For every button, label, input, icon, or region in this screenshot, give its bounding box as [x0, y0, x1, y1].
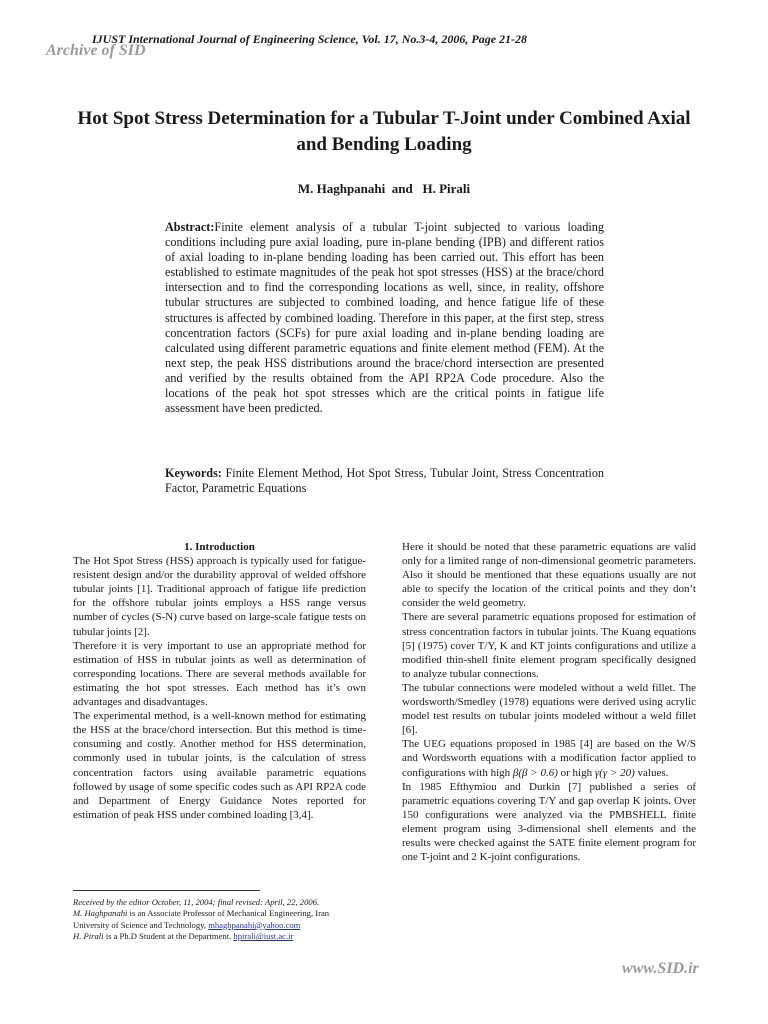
- abstract-label: Abstract:: [165, 220, 215, 234]
- paragraph: Therefore it is very important to use an appropriate method for estimation of HSS in tubular joints as well as determination of corresponding locations. There are several methods available for estimating the hot spot stresses. Each method has it’s own advantages and disadvantages.: [73, 639, 366, 709]
- right-column: [402, 540, 696, 864]
- author-affiliation: is an Associate Professor of Mechanical Engineering, Iran University of Science and Technology,: [73, 908, 330, 930]
- received-note: Received by the editor October, 11, 2004; final revised: April, 22, 2006.: [73, 897, 320, 907]
- paragraph: The Hot Spot Stress (HSS) approach is typically used for fatigue-resistent design and/or the durability approval of welded offshore tubular joints [1]. Traditional approach of fatigue life prediction for the offshore tubular joints employs a HSS range versus number of cycles (S-N) curve based on large-scale fatigue tests on tubular joints [2].: [73, 555, 366, 638]
- paragraph: The tubular connections were modeled without a weld fillet. The wordsworth/Smedley (1978) equations were derived using acrylic model test results on tubular joints modeled without a weld fillet [6].: [402, 681, 696, 737]
- keywords: [165, 466, 604, 496]
- keywords-label: Keywords:: [165, 466, 222, 480]
- journal-header: IJUST International Journal of Engineering Science, Vol. 17, No.3-4, 2006, Page 21-28: [92, 32, 528, 46]
- footnotes: [73, 897, 366, 943]
- ueg-text: or high: [557, 766, 595, 779]
- abstract: [165, 220, 604, 416]
- author-note-1: [73, 908, 366, 931]
- ueg-text: values.: [634, 766, 669, 779]
- keywords-text: Finite Element Method, Hot Spot Stress, Tubular Joint, Stress Concentration Factor, Parametric Equations: [165, 466, 605, 495]
- author-name: H. Pirali: [73, 931, 104, 942]
- email-link[interactable]: hpirali@iust.ac.ir: [233, 931, 294, 942]
- gamma-condition: γ(γ > 20): [594, 766, 635, 779]
- paragraph-ueg: [402, 737, 696, 779]
- ueg-text: The UEG equations proposed in 1985 [4] are based on the W/S and Wordsworth equations with a modification factor applied to configurations with high: [402, 738, 696, 779]
- paper-title: Hot Spot Stress Determination for a Tubular T-Joint under Combined Axial and Bending Loading: [77, 108, 691, 155]
- author-affiliation: is a Ph.D Student at the Department.: [103, 931, 234, 942]
- author-note-2: [73, 931, 366, 942]
- paragraph: Here it should be noted that these parametric equations are valid only for a limited range of non-dimensional geometric parameters. Also it should be mentioned that these equations usually are not able to specify the location of the critical points and they don’t consider the weld geometry.: [402, 541, 696, 610]
- archive-watermark: Archive of SID: [46, 42, 146, 59]
- beta-condition: β(β > 0.6): [512, 766, 558, 779]
- paragraph: The experimental method, is a well-known method for estimating the HSS at the brace/chord intersection. But this method is time-consuming and costly. Another method for HSS determination, commonly used in tubular joints, is the calculation of stress concentration factors using available parametric equations followed by usage of some specific codes such as API RP2A code and Department of Energy Guidance Notes reported for estimation of peak HSS under combined loading [3,4].: [73, 710, 366, 821]
- paragraph: In 1985 Efthymiou and Durkin [7] published a series of parametric equations covering T/Y and gap overlap K joints. Over 150 configurations were analyzed via the PMBSHELL finite element program using 3-dimensional shell elements and the results were checked against the SATE finite element program for one T-joint and 2 K-joint configurations.: [402, 780, 696, 864]
- footnote-rule: [73, 890, 260, 891]
- abstract-text: Finite element analysis of a tubular T-joint subjected to various loading conditions including pure axial loading, pure in-plane bending (IPB) and different ratios of axial loading to in-plane bending loading has been carried out. This effort has been established to estimate magnitudes of the peak hot spot stresses (HSS) at the brace/chord intersection and to find the corresponding locations as well, since, in reality, offshore tubular structures are subjected to combined loading, and hence fatigue life of these structures is affected by combined loading. Therefore in this paper, at the first step, stress concentration factors (SCFs) for pure axial loading and in-plane bending loading are calculated using different parametric equations and finite element method (FEM). At the next step, the peak HSS distributions around the brace/chord intersection are presented and verified by the results obtained from the API RP2A Code procedure. Also the locations of the peak hot spot stresses which are the critical points in fatigue life assessment have been predicted.: [165, 220, 604, 416]
- author-name: M. Haghpanahi: [73, 908, 128, 919]
- left-column: [73, 540, 366, 822]
- paper-authors: M. Haghpanahi and H. Pirali: [297, 181, 471, 196]
- paragraph: There are several parametric equations proposed for estimation of stress concentration factors in tubular joints. The Kuang equations [5] (1975) cover T/Y, K and KT joints configurations and utilize a modified thin-shell finite element program specifically designed to analyze tubular connections.: [402, 611, 696, 680]
- email-link[interactable]: mhaghpanahi@yahoo.com: [208, 919, 301, 930]
- sid-watermark: www.SID.ir: [622, 960, 699, 977]
- section-heading-introduction: 1. Introduction: [184, 541, 255, 553]
